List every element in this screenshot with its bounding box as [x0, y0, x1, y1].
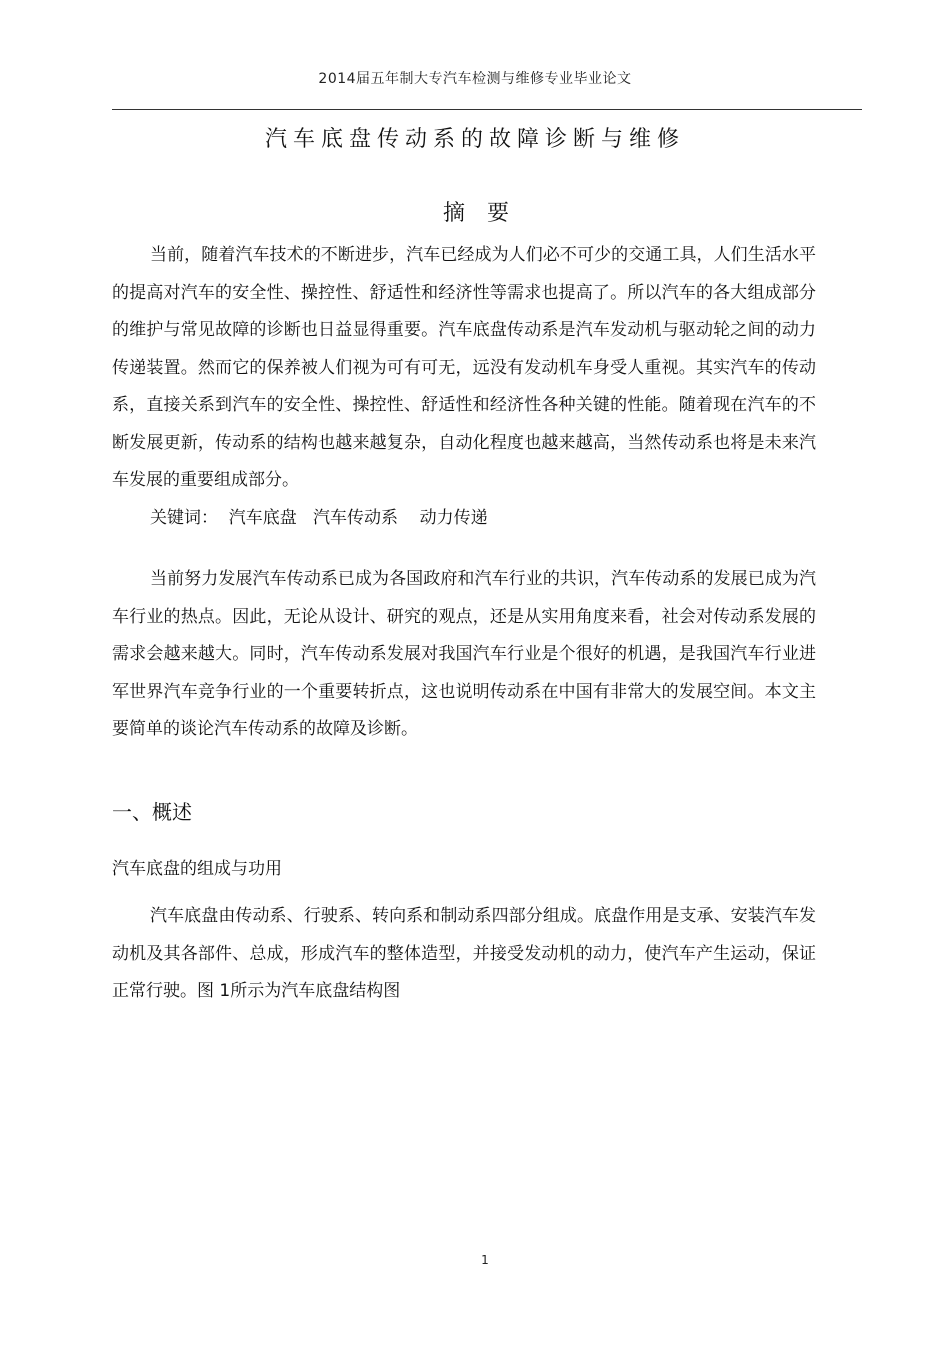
running-header: 2014届五年制大专汽车检测与维修专业毕业论文 [318, 71, 632, 87]
abstract-paragraph: 当前，随着汽车技术的不断进步，汽车已经成为人们必不可少的交通工具，人们生活水平的提高对汽车的安全性、操控性、舒适性和经济性等需求也提高了。所以汽车的各大组成部分的维护与常见故障的诊断也日益显得重要。汽车底盘传动系是汽车发动机与驱动轮之间的动力传递装置。然而它的保养被人们视为可有可无，远没有发动机车身受人重视。其实汽车的传动系，直接关系到汽车的安全性、操控性、舒适性和经济性各种关键的性能。随着现在汽车的不断发展更新，传动系的结构也越来越复杂，自动化程度也越来越高，当然传动系也将是未来汽车发展的重要组成部分。 [112, 245, 816, 490]
section-heading: 一、概述 [112, 800, 192, 824]
page-number: 1 [481, 1253, 489, 1267]
document-title: 汽车底盘传动系的故障诊断与维修 [264, 127, 685, 152]
body-paragraph: 汽车底盘由传动系、行驶系、转向系和制动系四部分组成。底盘作用是支承、安装汽车发动机及其各部件、总成，形成汽车的整体造型，并接受发动机的动力，使汽车产生运动，保证正常行驶。图 1所示为汽车底盘结构图 [112, 906, 816, 1001]
subsection-heading: 汽车底盘的组成与功用 [112, 859, 282, 879]
abstract-heading: 摘要 [442, 201, 531, 226]
intro-paragraph: 当前努力发展汽车传动系已成为各国政府和汽车行业的共识，汽车传动系的发展已成为汽车行业的热点。因此，无论从设计、研究的观点，还是从实用角度来看，社会对传动系发展的需求会越来越大。同时，汽车传动系发展对我国汽车行业是个很好的机遇，是我国汽车行业进军世界汽车竞争行业的一个重要转折点，这也说明传动系在中国有非常大的发展空间。本文主要简单的谈论汽车传动系的故障及诊断。 [112, 569, 816, 739]
header-divider [112, 109, 862, 110]
keywords-line: 关键词： 汽车底盘 汽车传动系 动力传递 [150, 508, 488, 528]
